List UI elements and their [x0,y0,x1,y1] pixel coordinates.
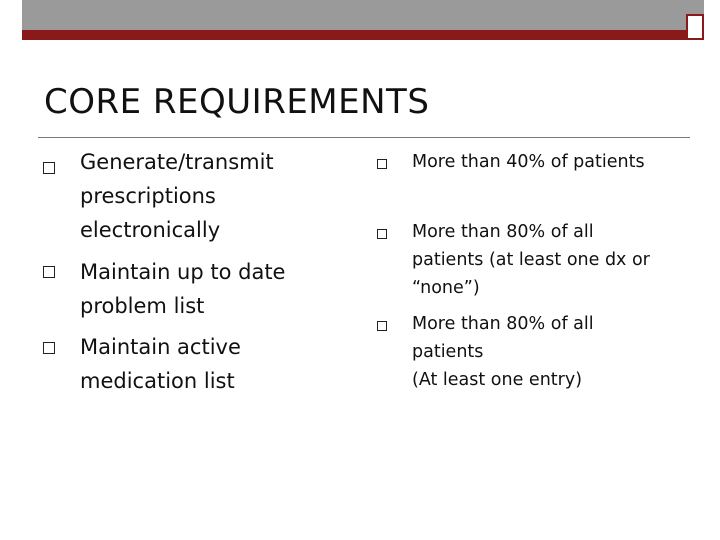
square-bullet-icon [43,266,55,278]
requirement-item-problem-list [80,255,285,323]
requirement-line: Maintain up to date [80,260,286,284]
requirement-item-generate-prescriptions [80,145,274,247]
requirement-line: problem list [80,294,205,318]
threshold-item-40-percent [412,148,645,176]
requirement-item-medication-list [80,330,241,398]
top-decorative-bar [0,0,720,44]
threshold-item-80-percent-entry [412,310,594,394]
threshold-item-80-percent-dx [412,218,650,302]
square-bullet-icon [43,162,55,174]
square-bullet-icon [377,159,387,169]
threshold-line: patients (at least one dx or [412,250,650,270]
square-bullet-icon [43,342,55,354]
requirement-line: electronically [80,218,221,242]
requirement-line: prescriptions [80,184,216,208]
threshold-line: (At least one entry) [412,370,583,390]
slide-title: CORE REQUIREMENTS [44,82,430,122]
requirement-line: Generate/transmit [80,150,274,174]
threshold-line: “none”) [412,278,480,298]
threshold-line: More than 40% of patients [412,152,645,172]
threshold-line: patients [412,342,484,362]
top-bar-accent-stripe [22,30,704,40]
requirement-line: medication list [80,369,235,393]
square-bullet-icon [377,321,387,331]
top-bar-corner-box [686,14,704,40]
title-divider [38,137,690,138]
requirement-line: Maintain active [80,335,241,359]
square-bullet-icon [377,229,387,239]
threshold-line: More than 80% of all [412,222,594,242]
threshold-line: More than 80% of all [412,314,594,334]
